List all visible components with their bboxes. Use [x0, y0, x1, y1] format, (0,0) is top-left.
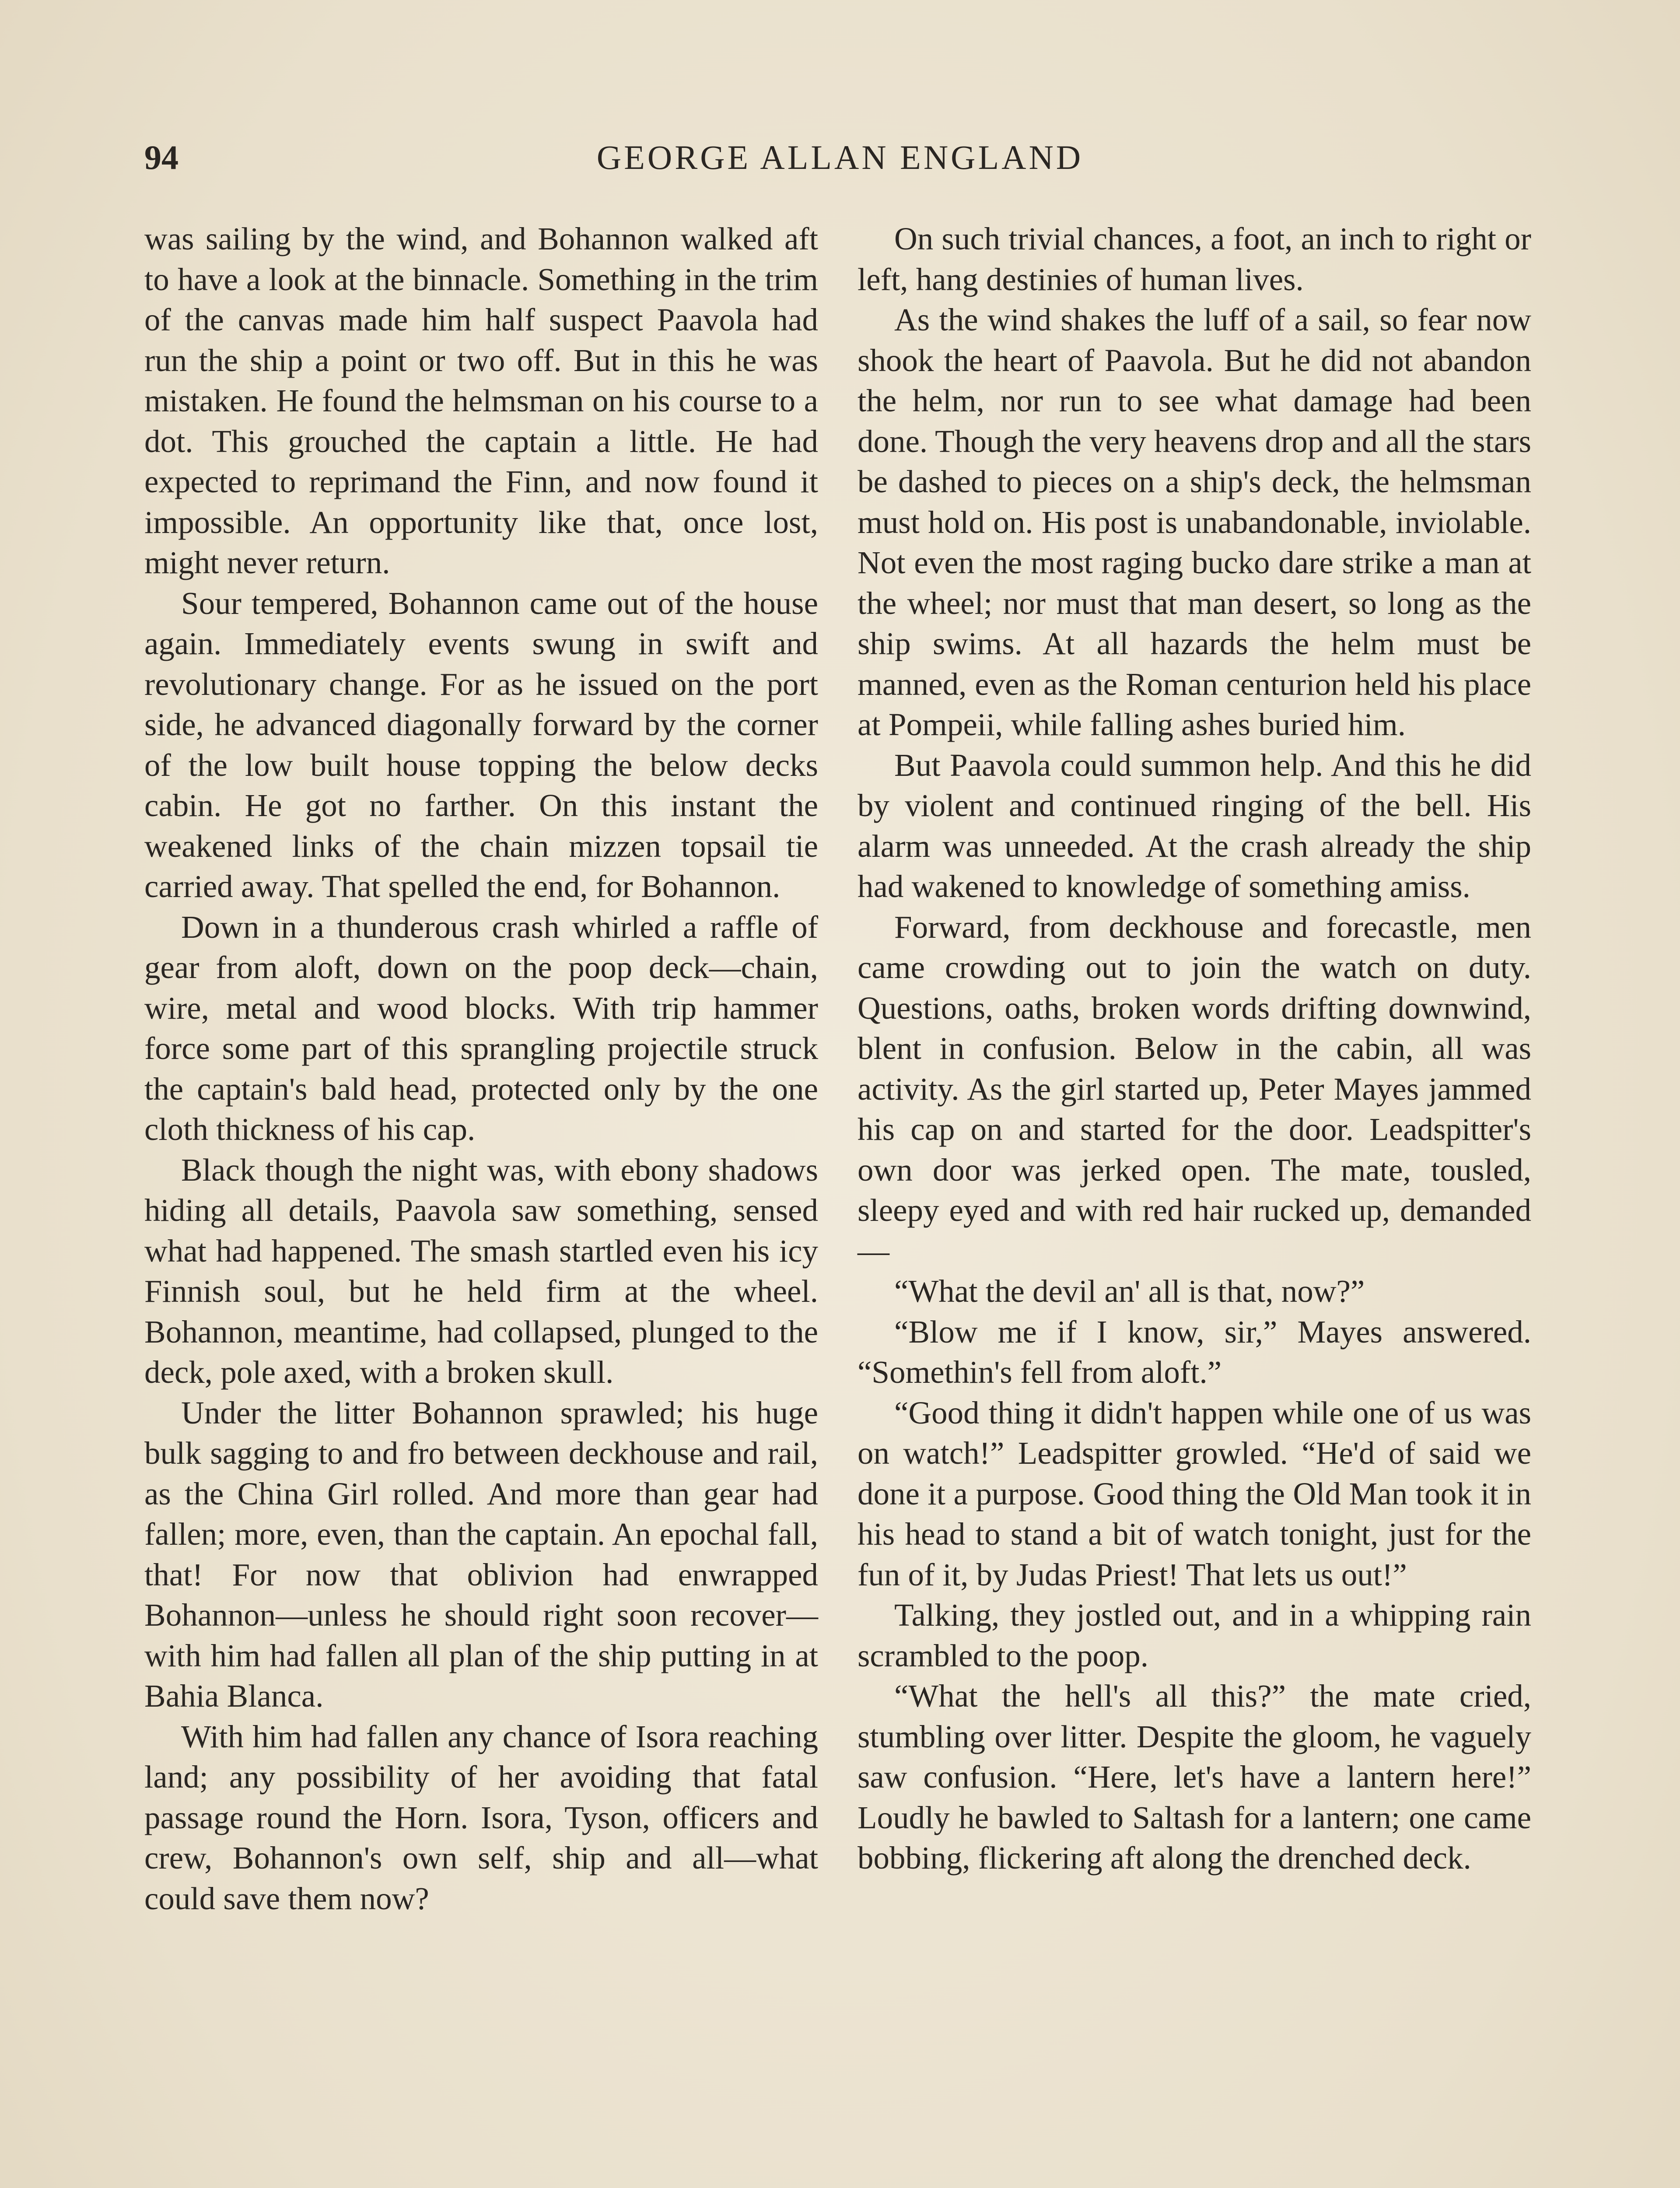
right-column: [858, 219, 1531, 1879]
paragraph: As the wind shakes the luff of a sail, so fear now shook the heart of Paavola. But he did not abandon the helm, nor run to see what damage had been done. Though the very heavens drop and all the stars be dashed to pieces on a ship's deck, the helmsman must hold on. His post is unabandonable, inviolable. Not even the most raging bucko dare strike a man at the wheel; nor must that man desert, so long as the ship swims. At all hazards the helm must be manned, even as the Roman centurion held his place at Pompeii, while falling ashes buried him.: [858, 302, 1531, 742]
paragraph: Talking, they jostled out, and in a whipping rain scrambled to the poop.: [858, 1597, 1531, 1673]
paragraph: was sailing by the wind, and Bohannon walked aft to have a look at the binnacle. Something in the trim of the canvas made him half suspect Paavola had run the ship a point or two off. But in this he was mistaken. He found the helmsman on his course to a dot. This grouched the captain a little. He had expected to reprimand the Finn, and now found it impossible. An opportunity like that, once lost, might never return.: [144, 221, 818, 580]
paragraph: Down in a thunderous crash whirled a raffle of gear from aloft, down on the poop deck—chain, wire, metal and wood blocks. With trip hammer force some part of this sprangling projectile struck the captain's bald head, protected only by the one cloth thickness of his cap.: [144, 909, 818, 1147]
paragraph: “Blow me if I know, sir,” Mayes answered. “Somethin's fell from aloft.”: [858, 1314, 1531, 1390]
paragraph: With him had fallen any chance of Isora reaching land; any possibility of her avoiding that fatal passage round the Horn. Isora, Tyson, officers and crew, Bohannon's own self, ship and all—what could save them now?: [144, 1718, 818, 1916]
paragraph: On such trivial chances, a foot, an inch to right or left, hang destinies of human lives.: [858, 221, 1531, 297]
paragraph: Sour tempered, Bohannon came out of the house again. Immediately events swung in swift and revolutionary change. For as he issued on the port side, he advanced diagonally forward by the corner of the low built house topping the below decks cabin. He got no farther. On this instant the weakened links of the chain mizzen topsail tie carried away. That spelled the end, for Bohannon.: [144, 585, 818, 904]
page-header: [144, 131, 1536, 184]
paragraph: Under the litter Bohannon sprawled; his huge bulk sagging to and fro between deckhouse and rail, as the China Girl rolled. And more than gear had fallen; more, even, than the captain. An epochal fall, that! For now that oblivion had enwrapped Bohannon—unless he should right soon recover—with him had fallen all plan of the ship putting in at Bahia Blanca.: [144, 1395, 818, 1714]
paragraph: But Paavola could summon help. And this he did by violent and continued ringing of the bell. His alarm was unneeded. At the crash already the ship had wakened to knowledge of something amiss.: [858, 747, 1531, 904]
left-column: [144, 219, 818, 1919]
running-title: GEORGE ALLAN ENGLAND: [596, 138, 1084, 176]
paragraph: “Good thing it didn't happen while one of us was on watch!” Leadspitter growled. “He'd of said we done it a purpose. Good thing the Old Man took it in his head to stand a bit of watch tonight, just for the fun of it, by Judas Priest! That lets us out!”: [858, 1395, 1531, 1592]
paragraph: Black though the night was, with ebony shadows hiding all details, Paavola saw something, sensed what had happened. The smash startled even his icy Finnish soul, but he held firm at the wheel. Bohannon, meantime, had collapsed, plunged to the deck, pole axed, with a broken skull.: [144, 1152, 818, 1390]
paragraph: “What the hell's all this?” the mate cried, stumbling over litter. Despite the gloom, he vaguely saw confusion. “Here, let's have a lantern here!” Loudly he bawled to Saltash for a lantern; one came bobbing, flickering aft along the drenched deck.: [858, 1678, 1531, 1876]
paragraph: “What the devil an' all is that, now?”: [894, 1273, 1365, 1309]
paragraph: Forward, from deckhouse and forecastle, men came crowding out to join the watch on duty. Questions, oaths, broken words drifting downwind, blent in confusion. Below in the cabin, all was activity. As the girl started up, Peter Mayes jammed his cap on and started for the door. Leadspitter's own door was jerked open. The mate, tousled, sleepy eyed and with red hair rucked up, demanded—: [858, 909, 1531, 1269]
page-number: 94: [144, 138, 178, 176]
